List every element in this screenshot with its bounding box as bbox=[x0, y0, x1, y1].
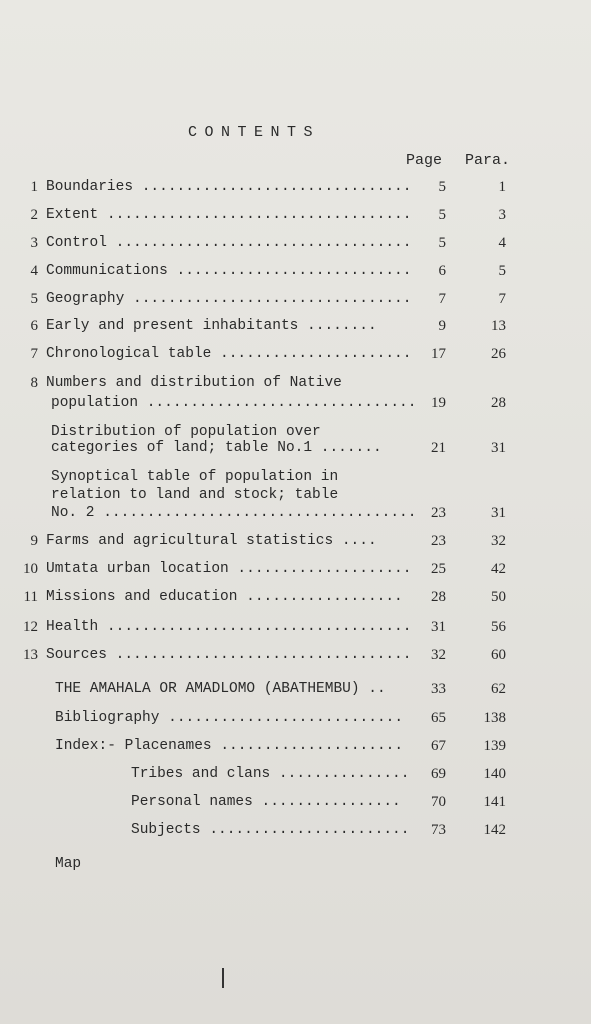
para-column-header: Para. bbox=[465, 152, 511, 169]
entry-title: Health ................................... bbox=[46, 619, 412, 635]
entry-title: population ............................... bbox=[51, 395, 417, 411]
toc-entry bbox=[0, 647, 591, 667]
entry-para: 13 bbox=[491, 318, 506, 334]
entry-title: Geography ................................ bbox=[46, 291, 412, 307]
toc-entry bbox=[0, 766, 591, 786]
toc-entry bbox=[0, 207, 591, 227]
entry-title: Bibliography ........................... bbox=[55, 710, 404, 726]
entry-number: 3 bbox=[30, 235, 38, 251]
entry-page: 23 bbox=[431, 533, 446, 549]
toc-entry bbox=[0, 235, 591, 255]
toc-entry bbox=[0, 619, 591, 639]
toc-entry bbox=[0, 440, 591, 460]
entry-title: Subjects ....................... bbox=[131, 822, 410, 838]
toc-entry bbox=[0, 681, 591, 701]
entry-para: 56 bbox=[491, 619, 506, 635]
entry-page: 69 bbox=[431, 766, 446, 782]
entry-title: Distribution of population over bbox=[51, 424, 321, 440]
entry-para: 139 bbox=[483, 738, 506, 754]
toc-entry bbox=[0, 469, 591, 489]
contents-title: CONTENTS bbox=[188, 124, 321, 141]
entry-para: 26 bbox=[491, 346, 506, 362]
entry-title: Chronological table ...................... bbox=[46, 346, 412, 362]
toc-entry bbox=[0, 822, 591, 842]
entry-page: 7 bbox=[438, 291, 446, 307]
entry-title: Boundaries ............................... bbox=[46, 179, 412, 195]
toc-entry bbox=[0, 710, 591, 730]
entry-para: 3 bbox=[498, 207, 506, 223]
entry-title: Index:- Placenames ..................... bbox=[55, 738, 404, 754]
toc-entry bbox=[0, 589, 591, 609]
entry-para: 28 bbox=[491, 395, 506, 411]
entry-page: 23 bbox=[431, 505, 446, 521]
entry-page: 65 bbox=[431, 710, 446, 726]
entry-title: Tribes and clans ............... bbox=[131, 766, 410, 782]
toc-entry bbox=[0, 318, 591, 338]
toc-entry bbox=[0, 346, 591, 366]
toc-entry bbox=[0, 179, 591, 199]
entry-para: 32 bbox=[491, 533, 506, 549]
entry-title: Farms and agricultural statistics .... bbox=[46, 533, 377, 549]
entry-page: 17 bbox=[431, 346, 446, 362]
toc-entry bbox=[0, 263, 591, 283]
entry-title: Communications ........................... bbox=[46, 263, 412, 279]
toc-entry bbox=[0, 561, 591, 581]
entry-page: 6 bbox=[438, 263, 446, 279]
entry-title: Early and present inhabitants ........ bbox=[46, 318, 377, 334]
entry-number: 1 bbox=[30, 179, 38, 195]
entry-title: No. 2 .................................... bbox=[51, 505, 417, 521]
entry-title: Control .................................. bbox=[46, 235, 412, 251]
entry-title: Umtata urban location .................... bbox=[46, 561, 412, 577]
entry-para: 31 bbox=[491, 440, 506, 456]
entry-title: Extent ................................... bbox=[46, 207, 412, 223]
toc-entry bbox=[0, 487, 591, 507]
entry-number: 12 bbox=[23, 619, 38, 635]
entry-para: 42 bbox=[491, 561, 506, 577]
toc-entry bbox=[0, 291, 591, 311]
entry-number: 9 bbox=[30, 533, 38, 549]
entry-page: 67 bbox=[431, 738, 446, 754]
entry-para: 4 bbox=[498, 235, 506, 251]
entry-title: relation to land and stock; table bbox=[51, 487, 339, 503]
entry-para: 142 bbox=[483, 822, 506, 838]
entry-para: 7 bbox=[498, 291, 506, 307]
entry-para: 50 bbox=[491, 589, 506, 605]
entry-page: 31 bbox=[431, 619, 446, 635]
entry-page: 9 bbox=[438, 318, 446, 334]
toc-entry bbox=[0, 375, 591, 395]
entry-para: 141 bbox=[483, 794, 506, 810]
entry-page: 70 bbox=[431, 794, 446, 810]
entry-title: THE AMAHALA OR AMADLOMO (ABATHEMBU) .. bbox=[55, 681, 386, 697]
entry-page: 32 bbox=[431, 647, 446, 663]
toc-entry bbox=[0, 505, 591, 525]
entry-para: 1 bbox=[498, 179, 506, 195]
entry-number: 13 bbox=[23, 647, 38, 663]
entry-page: 5 bbox=[438, 235, 446, 251]
entry-number: 6 bbox=[30, 318, 38, 334]
page-column-header: Page bbox=[406, 152, 443, 169]
entry-para: 31 bbox=[491, 505, 506, 521]
entry-number: 5 bbox=[30, 291, 38, 307]
entry-page: 21 bbox=[431, 440, 446, 456]
entry-para: 138 bbox=[483, 710, 506, 726]
entry-number: 11 bbox=[23, 589, 38, 605]
entry-number: 2 bbox=[30, 207, 38, 223]
entry-number: 8 bbox=[30, 375, 38, 391]
entry-page: 25 bbox=[431, 561, 446, 577]
toc-entry bbox=[0, 395, 591, 415]
entry-page: 28 bbox=[431, 589, 446, 605]
toc-entry bbox=[0, 533, 591, 553]
entry-title: Sources .................................. bbox=[46, 647, 412, 663]
entry-title: Map bbox=[55, 856, 82, 872]
toc-entry bbox=[0, 738, 591, 758]
entry-title: Numbers and distribution of Native bbox=[46, 375, 342, 391]
entry-title: Personal names ................ bbox=[131, 794, 401, 810]
entry-page: 33 bbox=[431, 681, 446, 697]
entry-title: Synoptical table of population in bbox=[51, 469, 339, 485]
entry-number: 4 bbox=[30, 263, 38, 279]
entry-page: 73 bbox=[431, 822, 446, 838]
entry-page: 5 bbox=[438, 207, 446, 223]
toc-entry bbox=[0, 794, 591, 814]
entry-title: categories of land; table No.1 ....... bbox=[51, 440, 382, 456]
entry-para: 60 bbox=[491, 647, 506, 663]
entry-para: 5 bbox=[498, 263, 506, 279]
entry-page: 5 bbox=[438, 179, 446, 195]
entry-title: Missions and education .................. bbox=[46, 589, 403, 605]
toc-entry bbox=[0, 856, 591, 876]
entry-number: 10 bbox=[23, 561, 38, 577]
entry-number: 7 bbox=[30, 346, 38, 362]
entry-para: 140 bbox=[483, 766, 506, 782]
pencil-mark bbox=[222, 968, 224, 988]
entry-para: 62 bbox=[491, 681, 506, 697]
entry-page: 19 bbox=[431, 395, 446, 411]
